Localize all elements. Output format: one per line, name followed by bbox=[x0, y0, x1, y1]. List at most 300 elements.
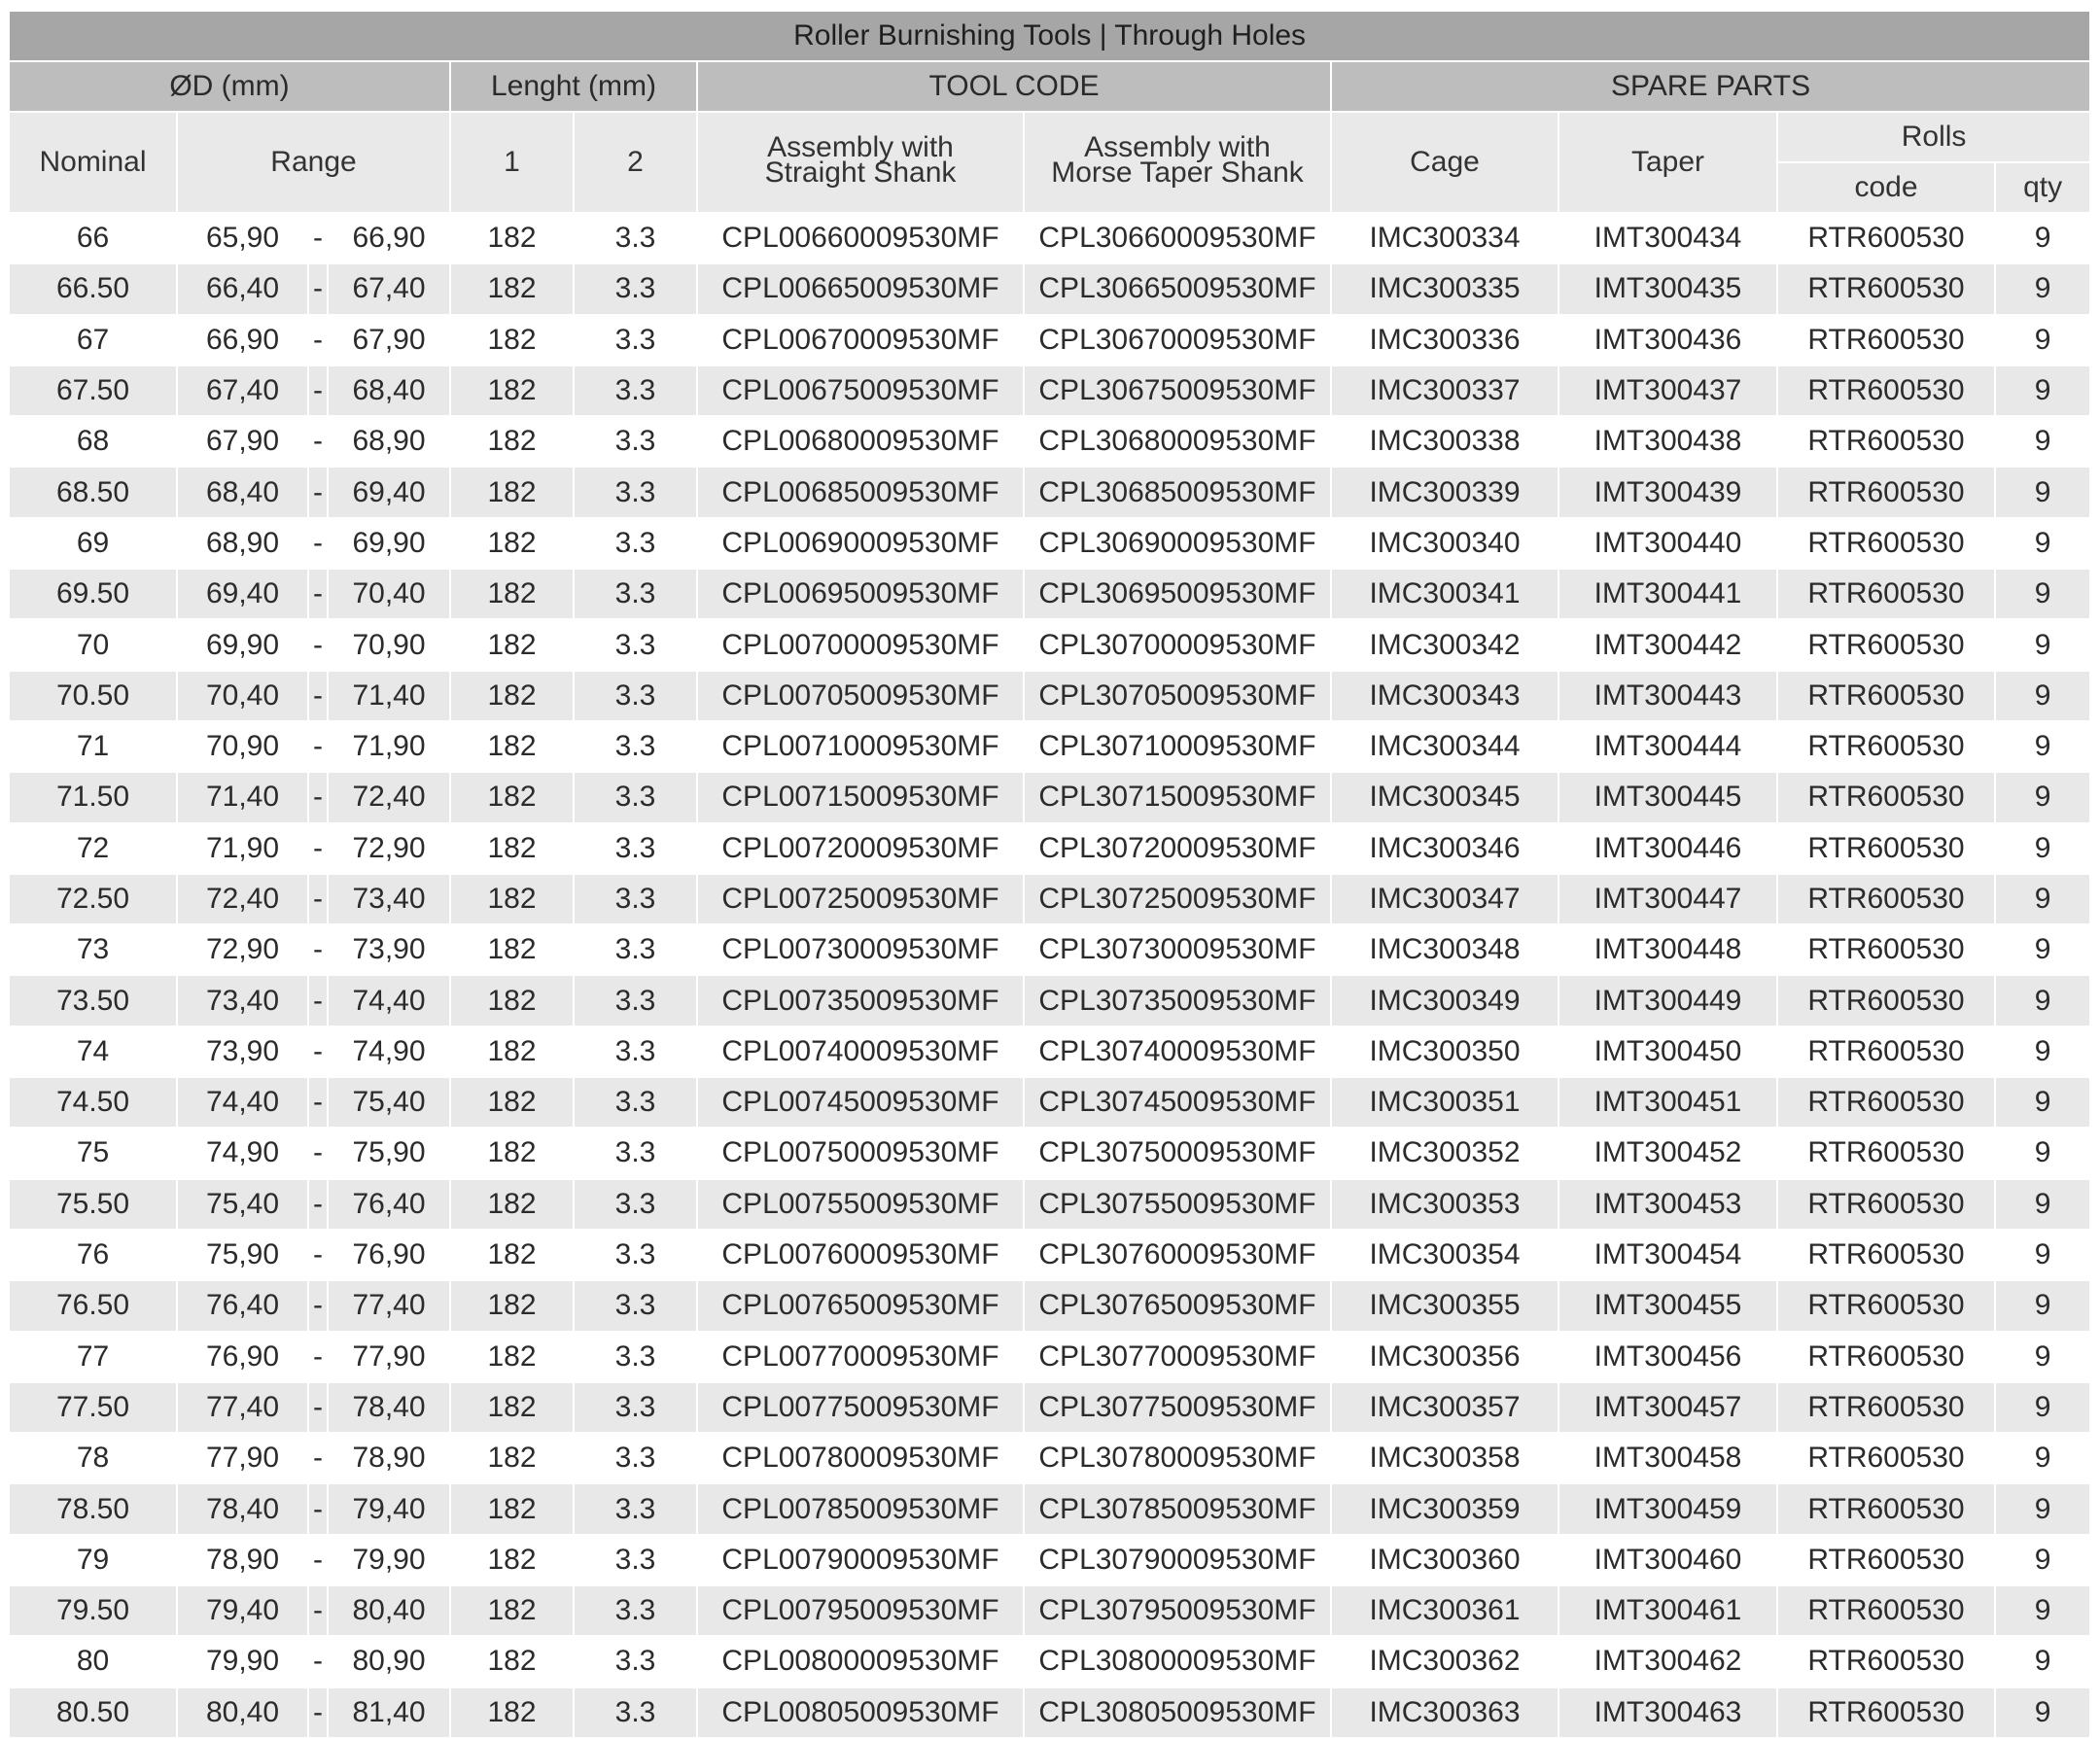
rolls-qty-cell: 9 bbox=[1995, 1687, 2090, 1738]
straight-shank-code-cell: CPL00745009530MF bbox=[697, 1077, 1024, 1128]
taper-code-cell: IMT300447 bbox=[1558, 874, 1777, 924]
range-min-cell: 78,90 bbox=[177, 1535, 308, 1585]
cage-code-cell: IMC300361 bbox=[1331, 1585, 1558, 1636]
taper-code-cell: IMT300443 bbox=[1558, 671, 1777, 721]
morse-shank-code-cell: CPL30745009530MF bbox=[1024, 1077, 1331, 1128]
rolls-code-cell: RTR600530 bbox=[1777, 772, 1995, 822]
range-separator: - bbox=[308, 1077, 328, 1128]
rolls-qty-cell: 9 bbox=[1995, 315, 2090, 365]
rolls-code-cell: RTR600530 bbox=[1777, 1128, 1995, 1178]
cage-code-cell: IMC300348 bbox=[1331, 924, 1558, 975]
length-2-cell: 3.3 bbox=[574, 924, 697, 975]
length-1-cell: 182 bbox=[450, 315, 574, 365]
col-header-rolls-code: code bbox=[1777, 162, 1995, 213]
length-2-cell: 3.3 bbox=[574, 671, 697, 721]
length-1-cell: 182 bbox=[450, 1535, 574, 1585]
rolls-qty-cell: 9 bbox=[1995, 1230, 2090, 1280]
col-header-morse-shank bbox=[1024, 112, 1331, 213]
length-1-cell: 182 bbox=[450, 924, 574, 975]
rolls-qty-cell: 9 bbox=[1995, 1128, 2090, 1178]
taper-code-cell: IMT300463 bbox=[1558, 1687, 1777, 1738]
straight-shank-code-cell: CPL00725009530MF bbox=[697, 874, 1024, 924]
range-min-cell: 77,90 bbox=[177, 1433, 308, 1483]
range-max-cell: 77,90 bbox=[328, 1332, 450, 1382]
range-max-cell: 80,40 bbox=[328, 1585, 450, 1636]
rolls-code-cell: RTR600530 bbox=[1777, 467, 1995, 517]
range-max-cell: 77,40 bbox=[328, 1280, 450, 1331]
range-min-cell: 70,40 bbox=[177, 671, 308, 721]
morse-shank-code-cell: CPL30675009530MF bbox=[1024, 365, 1331, 416]
nominal-cell: 77 bbox=[10, 1332, 177, 1382]
rolls-qty-cell: 9 bbox=[1995, 823, 2090, 874]
table-row bbox=[10, 315, 2090, 365]
rolls-qty-cell: 9 bbox=[1995, 1382, 2090, 1433]
table-row bbox=[10, 874, 2090, 924]
straight-shank-code-cell: CPL00700009530MF bbox=[697, 619, 1024, 670]
cage-code-cell: IMC300349 bbox=[1331, 975, 1558, 1026]
table-row bbox=[10, 1483, 2090, 1534]
range-max-cell: 68,90 bbox=[328, 416, 450, 467]
taper-code-cell: IMT300441 bbox=[1558, 569, 1777, 619]
taper-code-cell: IMT300454 bbox=[1558, 1230, 1777, 1280]
range-max-cell: 67,90 bbox=[328, 315, 450, 365]
rolls-code-cell: RTR600530 bbox=[1777, 1433, 1995, 1483]
taper-code-cell: IMT300461 bbox=[1558, 1585, 1777, 1636]
range-max-cell: 71,90 bbox=[328, 721, 450, 772]
rolls-qty-cell: 9 bbox=[1995, 1483, 2090, 1534]
table-row bbox=[10, 721, 2090, 772]
range-separator: - bbox=[308, 1026, 328, 1077]
rolls-code-cell: RTR600530 bbox=[1777, 619, 1995, 670]
range-separator: - bbox=[308, 874, 328, 924]
nominal-cell: 74 bbox=[10, 1026, 177, 1077]
rolls-qty-cell: 9 bbox=[1995, 1636, 2090, 1687]
morse-shank-code-cell: CPL30805009530MF bbox=[1024, 1687, 1331, 1738]
length-2-cell: 3.3 bbox=[574, 1280, 697, 1331]
morse-shank-code-cell: CPL30660009530MF bbox=[1024, 213, 1331, 263]
straight-shank-code-cell: CPL00780009530MF bbox=[697, 1433, 1024, 1483]
rolls-code-cell: RTR600530 bbox=[1777, 874, 1995, 924]
nominal-cell: 71.50 bbox=[10, 772, 177, 822]
rolls-qty-cell: 9 bbox=[1995, 1433, 2090, 1483]
length-1-cell: 182 bbox=[450, 1230, 574, 1280]
range-max-cell: 74,40 bbox=[328, 975, 450, 1026]
rolls-code-cell: RTR600530 bbox=[1777, 263, 1995, 314]
table-row bbox=[10, 772, 2090, 822]
cage-code-cell: IMC300363 bbox=[1331, 1687, 1558, 1738]
length-1-cell: 182 bbox=[450, 1280, 574, 1331]
range-min-cell: 70,90 bbox=[177, 721, 308, 772]
taper-code-cell: IMT300437 bbox=[1558, 365, 1777, 416]
range-max-cell: 79,40 bbox=[328, 1483, 450, 1534]
nominal-cell: 68 bbox=[10, 416, 177, 467]
rolls-qty-cell: 9 bbox=[1995, 518, 2090, 569]
straight-shank-code-cell: CPL00670009530MF bbox=[697, 315, 1024, 365]
rolls-code-cell: RTR600530 bbox=[1777, 721, 1995, 772]
table-row bbox=[10, 365, 2090, 416]
rolls-code-cell: RTR600530 bbox=[1777, 1332, 1995, 1382]
length-1-cell: 182 bbox=[450, 671, 574, 721]
length-1-cell: 182 bbox=[450, 1636, 574, 1687]
rolls-code-cell: RTR600530 bbox=[1777, 1179, 1995, 1230]
nominal-cell: 75 bbox=[10, 1128, 177, 1178]
nominal-cell: 67.50 bbox=[10, 365, 177, 416]
nominal-cell: 73.50 bbox=[10, 975, 177, 1026]
range-separator: - bbox=[308, 1483, 328, 1534]
taper-code-cell: IMT300442 bbox=[1558, 619, 1777, 670]
rolls-code-cell: RTR600530 bbox=[1777, 518, 1995, 569]
range-min-cell: 75,40 bbox=[177, 1179, 308, 1230]
range-separator: - bbox=[308, 1636, 328, 1687]
rolls-code-cell: RTR600530 bbox=[1777, 365, 1995, 416]
length-2-cell: 3.3 bbox=[574, 1128, 697, 1178]
length-2-cell: 3.3 bbox=[574, 1382, 697, 1433]
straight-shank-code-cell: CPL00805009530MF bbox=[697, 1687, 1024, 1738]
length-2-cell: 3.3 bbox=[574, 1535, 697, 1585]
table-row bbox=[10, 1230, 2090, 1280]
table-row bbox=[10, 569, 2090, 619]
length-2-cell: 3.3 bbox=[574, 263, 697, 314]
length-2-cell: 3.3 bbox=[574, 467, 697, 517]
tool-spec-table bbox=[10, 12, 2091, 1739]
col-header-range: Range bbox=[177, 112, 450, 213]
range-separator: - bbox=[308, 213, 328, 263]
taper-code-cell: IMT300449 bbox=[1558, 975, 1777, 1026]
taper-code-cell: IMT300438 bbox=[1558, 416, 1777, 467]
range-min-cell: 79,40 bbox=[177, 1585, 308, 1636]
range-separator: - bbox=[308, 467, 328, 517]
rolls-code-cell: RTR600530 bbox=[1777, 1077, 1995, 1128]
range-min-cell: 73,90 bbox=[177, 1026, 308, 1077]
morse-shank-code-cell: CPL30685009530MF bbox=[1024, 467, 1331, 517]
cage-code-cell: IMC300352 bbox=[1331, 1128, 1558, 1178]
nominal-cell: 74.50 bbox=[10, 1077, 177, 1128]
cage-code-cell: IMC300362 bbox=[1331, 1636, 1558, 1687]
morse-shank-code-cell: CPL30780009530MF bbox=[1024, 1433, 1331, 1483]
range-separator: - bbox=[308, 1332, 328, 1382]
rolls-code-cell: RTR600530 bbox=[1777, 1687, 1995, 1738]
straight-shank-code-cell: CPL00690009530MF bbox=[697, 518, 1024, 569]
range-min-cell: 72,40 bbox=[177, 874, 308, 924]
table-row bbox=[10, 1179, 2090, 1230]
range-min-cell: 74,90 bbox=[177, 1128, 308, 1178]
range-separator: - bbox=[308, 1179, 328, 1230]
cage-code-cell: IMC300344 bbox=[1331, 721, 1558, 772]
range-separator: - bbox=[308, 365, 328, 416]
length-1-cell: 182 bbox=[450, 1585, 574, 1636]
rolls-qty-cell: 9 bbox=[1995, 1585, 2090, 1636]
length-1-cell: 182 bbox=[450, 263, 574, 314]
cage-code-cell: IMC300335 bbox=[1331, 263, 1558, 314]
straight-shank-code-cell: CPL00720009530MF bbox=[697, 823, 1024, 874]
nominal-cell: 80.50 bbox=[10, 1687, 177, 1738]
range-max-cell: 67,40 bbox=[328, 263, 450, 314]
col-header-straight-line2: Straight Shank bbox=[764, 157, 957, 189]
range-min-cell: 75,90 bbox=[177, 1230, 308, 1280]
table-row bbox=[10, 518, 2090, 569]
rolls-code-cell: RTR600530 bbox=[1777, 1636, 1995, 1687]
table-row bbox=[10, 1687, 2090, 1738]
taper-code-cell: IMT300440 bbox=[1558, 518, 1777, 569]
cage-code-cell: IMC300338 bbox=[1331, 416, 1558, 467]
range-separator: - bbox=[308, 1535, 328, 1585]
morse-shank-code-cell: CPL30785009530MF bbox=[1024, 1483, 1331, 1534]
rolls-qty-cell: 9 bbox=[1995, 671, 2090, 721]
range-separator: - bbox=[308, 924, 328, 975]
rolls-qty-cell: 9 bbox=[1995, 1179, 2090, 1230]
table-row bbox=[10, 1382, 2090, 1433]
rolls-code-cell: RTR600530 bbox=[1777, 1280, 1995, 1331]
length-1-cell: 182 bbox=[450, 619, 574, 670]
nominal-cell: 79.50 bbox=[10, 1585, 177, 1636]
range-max-cell: 66,90 bbox=[328, 213, 450, 263]
cage-code-cell: IMC300359 bbox=[1331, 1483, 1558, 1534]
rolls-qty-cell: 9 bbox=[1995, 975, 2090, 1026]
col-header-morse-line1: Assembly with bbox=[1084, 131, 1271, 163]
morse-shank-code-cell: CPL30755009530MF bbox=[1024, 1179, 1331, 1230]
table-row bbox=[10, 1433, 2090, 1483]
range-max-cell: 68,40 bbox=[328, 365, 450, 416]
range-max-cell: 71,40 bbox=[328, 671, 450, 721]
col-header-cage: Cage bbox=[1331, 112, 1558, 213]
range-min-cell: 80,40 bbox=[177, 1687, 308, 1738]
nominal-cell: 66.50 bbox=[10, 263, 177, 314]
morse-shank-code-cell: CPL30770009530MF bbox=[1024, 1332, 1331, 1382]
table-body bbox=[10, 213, 2090, 1738]
cage-code-cell: IMC300353 bbox=[1331, 1179, 1558, 1230]
table-row bbox=[10, 1077, 2090, 1128]
rolls-code-cell: RTR600530 bbox=[1777, 1535, 1995, 1585]
length-1-cell: 182 bbox=[450, 1179, 574, 1230]
straight-shank-code-cell: CPL00730009530MF bbox=[697, 924, 1024, 975]
morse-shank-code-cell: CPL30665009530MF bbox=[1024, 263, 1331, 314]
range-max-cell: 76,40 bbox=[328, 1179, 450, 1230]
length-2-cell: 3.3 bbox=[574, 772, 697, 822]
length-1-cell: 182 bbox=[450, 1077, 574, 1128]
range-min-cell: 65,90 bbox=[177, 213, 308, 263]
length-2-cell: 3.3 bbox=[574, 1077, 697, 1128]
col-header-nominal: Nominal bbox=[10, 112, 177, 213]
range-max-cell: 76,90 bbox=[328, 1230, 450, 1280]
range-separator: - bbox=[308, 721, 328, 772]
cage-code-cell: IMC300346 bbox=[1331, 823, 1558, 874]
range-max-cell: 80,90 bbox=[328, 1636, 450, 1687]
length-2-cell: 3.3 bbox=[574, 721, 697, 772]
length-2-cell: 3.3 bbox=[574, 619, 697, 670]
taper-code-cell: IMT300451 bbox=[1558, 1077, 1777, 1128]
nominal-cell: 78.50 bbox=[10, 1483, 177, 1534]
rolls-qty-cell: 9 bbox=[1995, 213, 2090, 263]
straight-shank-code-cell: CPL00770009530MF bbox=[697, 1332, 1024, 1382]
cage-code-cell: IMC300360 bbox=[1331, 1535, 1558, 1585]
morse-shank-code-cell: CPL30695009530MF bbox=[1024, 569, 1331, 619]
range-min-cell: 76,90 bbox=[177, 1332, 308, 1382]
straight-shank-code-cell: CPL00740009530MF bbox=[697, 1026, 1024, 1077]
table-row bbox=[10, 975, 2090, 1026]
table-row bbox=[10, 823, 2090, 874]
nominal-cell: 79 bbox=[10, 1535, 177, 1585]
cage-code-cell: IMC300357 bbox=[1331, 1382, 1558, 1433]
rolls-code-cell: RTR600530 bbox=[1777, 1382, 1995, 1433]
taper-code-cell: IMT300434 bbox=[1558, 213, 1777, 263]
range-separator: - bbox=[308, 315, 328, 365]
col-header-length-2: 2 bbox=[574, 112, 697, 213]
nominal-cell: 73 bbox=[10, 924, 177, 975]
straight-shank-code-cell: CPL00765009530MF bbox=[697, 1280, 1024, 1331]
range-min-cell: 67,90 bbox=[177, 416, 308, 467]
length-1-cell: 182 bbox=[450, 975, 574, 1026]
morse-shank-code-cell: CPL30750009530MF bbox=[1024, 1128, 1331, 1178]
nominal-cell: 75.50 bbox=[10, 1179, 177, 1230]
range-separator: - bbox=[308, 1128, 328, 1178]
length-1-cell: 182 bbox=[450, 721, 574, 772]
length-2-cell: 3.3 bbox=[574, 1483, 697, 1534]
cage-code-cell: IMC300337 bbox=[1331, 365, 1558, 416]
length-1-cell: 182 bbox=[450, 518, 574, 569]
rolls-code-cell: RTR600530 bbox=[1777, 213, 1995, 263]
range-separator: - bbox=[308, 671, 328, 721]
taper-code-cell: IMT300458 bbox=[1558, 1433, 1777, 1483]
length-2-cell: 3.3 bbox=[574, 569, 697, 619]
straight-shank-code-cell: CPL00680009530MF bbox=[697, 416, 1024, 467]
morse-shank-code-cell: CPL30710009530MF bbox=[1024, 721, 1331, 772]
length-1-cell: 182 bbox=[450, 1687, 574, 1738]
nominal-cell: 68.50 bbox=[10, 467, 177, 517]
length-1-cell: 182 bbox=[450, 569, 574, 619]
taper-code-cell: IMT300450 bbox=[1558, 1026, 1777, 1077]
rolls-code-cell: RTR600530 bbox=[1777, 975, 1995, 1026]
length-1-cell: 182 bbox=[450, 467, 574, 517]
range-max-cell: 72,90 bbox=[328, 823, 450, 874]
morse-shank-code-cell: CPL30715009530MF bbox=[1024, 772, 1331, 822]
range-separator: - bbox=[308, 619, 328, 670]
length-1-cell: 182 bbox=[450, 1382, 574, 1433]
rolls-code-cell: RTR600530 bbox=[1777, 1230, 1995, 1280]
range-min-cell: 71,90 bbox=[177, 823, 308, 874]
morse-shank-code-cell: CPL30740009530MF bbox=[1024, 1026, 1331, 1077]
range-separator: - bbox=[308, 1585, 328, 1636]
length-2-cell: 3.3 bbox=[574, 1179, 697, 1230]
cage-code-cell: IMC300339 bbox=[1331, 467, 1558, 517]
rolls-code-cell: RTR600530 bbox=[1777, 416, 1995, 467]
range-min-cell: 73,40 bbox=[177, 975, 308, 1026]
taper-code-cell: IMT300435 bbox=[1558, 263, 1777, 314]
range-separator: - bbox=[308, 823, 328, 874]
rolls-qty-cell: 9 bbox=[1995, 1077, 2090, 1128]
length-2-cell: 3.3 bbox=[574, 1026, 697, 1077]
range-max-cell: 78,90 bbox=[328, 1433, 450, 1483]
taper-code-cell: IMT300446 bbox=[1558, 823, 1777, 874]
length-2-cell: 3.3 bbox=[574, 823, 697, 874]
group-header-tool-code: TOOL CODE bbox=[697, 61, 1331, 112]
morse-shank-code-cell: CPL30700009530MF bbox=[1024, 619, 1331, 670]
morse-shank-code-cell: CPL30690009530MF bbox=[1024, 518, 1331, 569]
table-row bbox=[10, 1280, 2090, 1331]
table-row bbox=[10, 213, 2090, 263]
straight-shank-code-cell: CPL00790009530MF bbox=[697, 1535, 1024, 1585]
col-header-rolls-qty: qty bbox=[1995, 162, 2090, 213]
range-min-cell: 69,40 bbox=[177, 569, 308, 619]
straight-shank-code-cell: CPL00735009530MF bbox=[697, 975, 1024, 1026]
range-separator: - bbox=[308, 1687, 328, 1738]
range-separator: - bbox=[308, 975, 328, 1026]
length-1-cell: 182 bbox=[450, 772, 574, 822]
morse-shank-code-cell: CPL30670009530MF bbox=[1024, 315, 1331, 365]
morse-shank-code-cell: CPL30775009530MF bbox=[1024, 1382, 1331, 1433]
length-1-cell: 182 bbox=[450, 416, 574, 467]
rolls-qty-cell: 9 bbox=[1995, 874, 2090, 924]
straight-shank-code-cell: CPL00795009530MF bbox=[697, 1585, 1024, 1636]
nominal-cell: 69 bbox=[10, 518, 177, 569]
nominal-cell: 70.50 bbox=[10, 671, 177, 721]
length-2-cell: 3.3 bbox=[574, 975, 697, 1026]
range-max-cell: 73,90 bbox=[328, 924, 450, 975]
group-header-spare-parts: SPARE PARTS bbox=[1331, 61, 2090, 112]
morse-shank-code-cell: CPL30720009530MF bbox=[1024, 823, 1331, 874]
nominal-cell: 66 bbox=[10, 213, 177, 263]
table-row bbox=[10, 416, 2090, 467]
taper-code-cell: IMT300460 bbox=[1558, 1535, 1777, 1585]
cage-code-cell: IMC300334 bbox=[1331, 213, 1558, 263]
range-separator: - bbox=[308, 1382, 328, 1433]
rolls-qty-cell: 9 bbox=[1995, 1535, 2090, 1585]
range-max-cell: 69,40 bbox=[328, 467, 450, 517]
table-row bbox=[10, 619, 2090, 670]
straight-shank-code-cell: CPL00665009530MF bbox=[697, 263, 1024, 314]
morse-shank-code-cell: CPL30705009530MF bbox=[1024, 671, 1331, 721]
length-1-cell: 182 bbox=[450, 823, 574, 874]
rolls-qty-cell: 9 bbox=[1995, 772, 2090, 822]
cage-code-cell: IMC300356 bbox=[1331, 1332, 1558, 1382]
range-separator: - bbox=[308, 772, 328, 822]
length-1-cell: 182 bbox=[450, 1483, 574, 1534]
range-max-cell: 78,40 bbox=[328, 1382, 450, 1433]
col-header-rolls: Rolls bbox=[1777, 112, 2090, 162]
range-min-cell: 69,90 bbox=[177, 619, 308, 670]
taper-code-cell: IMT300453 bbox=[1558, 1179, 1777, 1230]
range-separator: - bbox=[308, 1280, 328, 1331]
col-header-length-1: 1 bbox=[450, 112, 574, 213]
length-1-cell: 182 bbox=[450, 1332, 574, 1382]
cage-code-cell: IMC300350 bbox=[1331, 1026, 1558, 1077]
range-separator: - bbox=[308, 416, 328, 467]
range-min-cell: 72,90 bbox=[177, 924, 308, 975]
table-row bbox=[10, 1585, 2090, 1636]
length-2-cell: 3.3 bbox=[574, 1687, 697, 1738]
col-header-taper: Taper bbox=[1558, 112, 1777, 213]
nominal-cell: 76.50 bbox=[10, 1280, 177, 1331]
range-max-cell: 69,90 bbox=[328, 518, 450, 569]
taper-code-cell: IMT300457 bbox=[1558, 1382, 1777, 1433]
rolls-qty-cell: 9 bbox=[1995, 1332, 2090, 1382]
rolls-code-cell: RTR600530 bbox=[1777, 671, 1995, 721]
straight-shank-code-cell: CPL00710009530MF bbox=[697, 721, 1024, 772]
table-row bbox=[10, 1535, 2090, 1585]
straight-shank-code-cell: CPL00775009530MF bbox=[697, 1382, 1024, 1433]
range-min-cell: 77,40 bbox=[177, 1382, 308, 1433]
cage-code-cell: IMC300336 bbox=[1331, 315, 1558, 365]
straight-shank-code-cell: CPL00695009530MF bbox=[697, 569, 1024, 619]
straight-shank-code-cell: CPL00800009530MF bbox=[697, 1636, 1024, 1687]
cage-code-cell: IMC300354 bbox=[1331, 1230, 1558, 1280]
table-row bbox=[10, 671, 2090, 721]
morse-shank-code-cell: CPL30730009530MF bbox=[1024, 924, 1331, 975]
taper-code-cell: IMT300455 bbox=[1558, 1280, 1777, 1331]
range-separator: - bbox=[308, 569, 328, 619]
rolls-code-cell: RTR600530 bbox=[1777, 924, 1995, 975]
rolls-code-cell: RTR600530 bbox=[1777, 823, 1995, 874]
taper-code-cell: IMT300444 bbox=[1558, 721, 1777, 772]
